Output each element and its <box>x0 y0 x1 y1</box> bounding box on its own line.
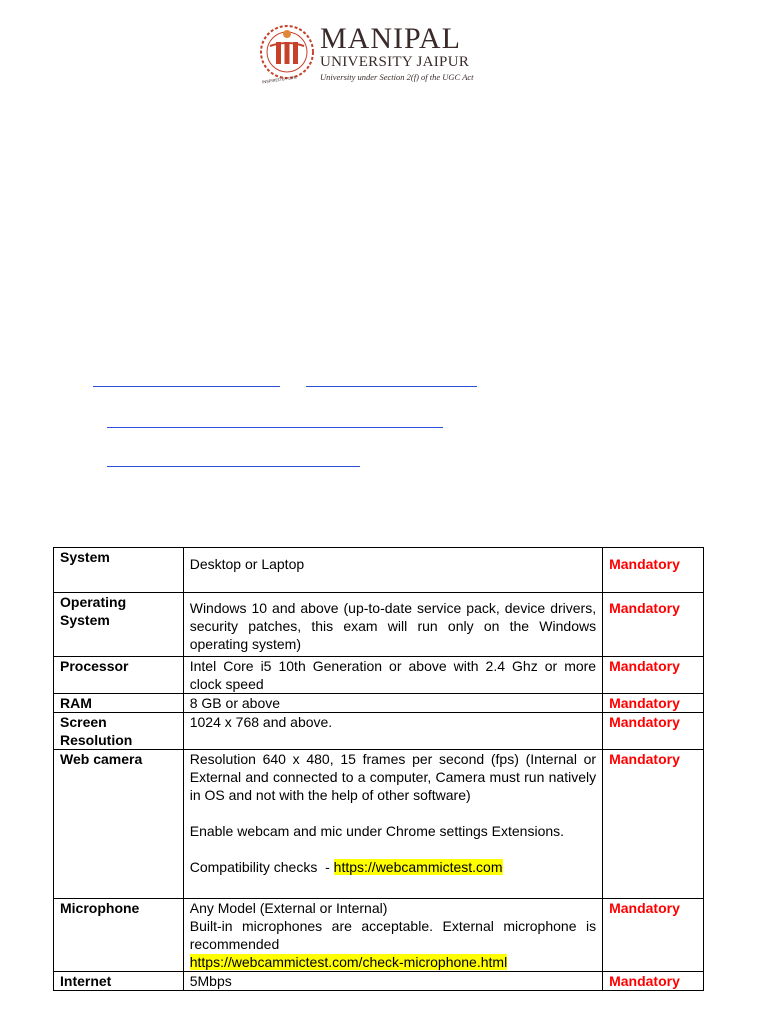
requirement-detail: 8 GB or above <box>183 694 602 713</box>
university-tagline: University under Section 2(f) of the UGC Act <box>320 72 474 82</box>
requirement-status: Mandatory <box>603 694 704 713</box>
requirement-label: Operating System <box>54 593 184 657</box>
table-row <box>54 548 704 593</box>
requirement-status <box>603 593 704 657</box>
hyperlink-underline[interactable] <box>306 386 477 387</box>
requirement-detail <box>183 750 602 899</box>
university-emblem-icon <box>258 22 316 84</box>
emblem-motto: INSPIRED BY LIFE <box>261 74 298 85</box>
requirement-status <box>603 548 704 593</box>
hyperlink-underline[interactable] <box>107 466 360 467</box>
requirement-label: System <box>54 548 184 593</box>
requirement-status: Mandatory <box>603 972 704 991</box>
requirement-detail <box>183 899 602 972</box>
microphone-test-link[interactable]: https://webcammictest.com/check-microphone.html <box>189 954 508 970</box>
detail-text: Resolution 640 x 480, 15 frames per second (fps) (Internal or External and connected to a computer, Camera must run natively in OS and not with the help of other software) <box>189 751 597 803</box>
hyperlink-underline[interactable] <box>107 427 443 428</box>
status-text: Mandatory <box>609 556 680 572</box>
university-subtitle: UNIVERSITY JAIPUR <box>320 54 470 70</box>
check-label: Compatibility checks - <box>189 859 334 875</box>
compatibility-check <box>190 953 596 971</box>
table-row <box>54 657 704 694</box>
detail-text: Windows 10 and above (up-to-date service pack, device drivers, security patches, this exam will run only on the Windows operating system) <box>189 600 597 652</box>
requirement-detail <box>183 548 602 593</box>
requirement-status: Mandatory <box>603 657 704 694</box>
requirement-label: Microphone <box>54 899 184 972</box>
table-row <box>54 713 704 750</box>
requirement-label: Screen Resolution <box>54 713 184 750</box>
requirement-label: Internet <box>54 972 184 991</box>
requirement-status: Mandatory <box>603 750 704 899</box>
requirement-detail: Intel Core i5 10th Generation or above with 2.4 Ghz or more clock speed <box>183 657 602 694</box>
table-row <box>54 593 704 657</box>
status-text: Mandatory <box>609 600 680 616</box>
requirement-detail: 1024 x 768 and above. <box>183 713 602 750</box>
system-requirements-table <box>53 547 704 991</box>
requirement-status: Mandatory <box>603 899 704 972</box>
requirement-status: Mandatory <box>603 713 704 750</box>
requirement-detail <box>183 593 602 657</box>
requirement-label: RAM <box>54 694 184 713</box>
compatibility-check <box>190 858 596 876</box>
university-logo <box>258 22 478 84</box>
detail-text: Desktop or Laptop <box>189 556 305 572</box>
detail-text: Any Model (External or Internal) <box>189 900 388 916</box>
requirement-label: Processor <box>54 657 184 694</box>
requirement-detail: 5Mbps <box>183 972 602 991</box>
table-row <box>54 694 704 713</box>
requirement-label: Web camera <box>54 750 184 899</box>
table-row <box>54 972 704 991</box>
webcam-test-link[interactable]: https://webcammictest.com <box>333 859 503 875</box>
hyperlink-underline[interactable] <box>93 386 280 387</box>
detail-text: Built-in microphones are acceptable. External microphone is recommended <box>189 918 597 952</box>
university-name: MANIPAL <box>320 22 461 55</box>
table-row <box>54 899 704 972</box>
table-row <box>54 750 704 899</box>
detail-text: Enable webcam and mic under Chrome settings Extensions. <box>189 823 565 839</box>
